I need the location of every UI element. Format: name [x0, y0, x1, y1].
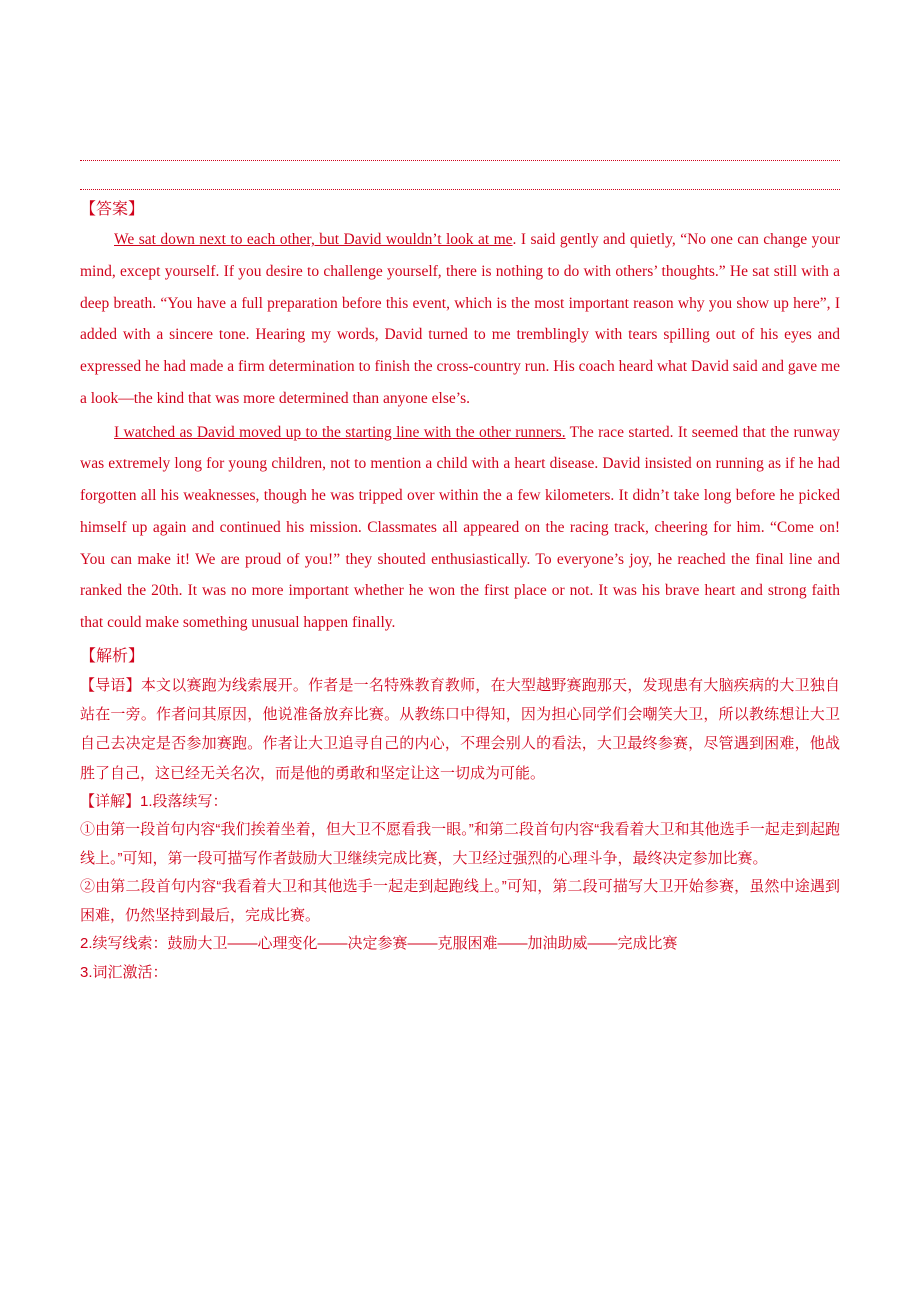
answer-paragraph-1-rest: . I said gently and quietly, “No one can change your mind, except yourself. If you desire to challenge yourself, there is nothing to do with others’ thoughts.” He sat still with a deep breath. “You have a full preparation before this event, which is the most important reason why you show up here”, I added with a sincere tone. Hearing my words, David turned to me tremblingly with tears spilling out of his eyes and expressed he had made a firm determination to finish the cross-country run. His coach heard what David said and gave me a look—the kind that was more determined than anyone else’s.	[80, 231, 841, 407]
answer-paragraph-2	[80, 417, 840, 639]
detail-item-1: ①由第一段首句内容“我们挨着坐着，但大卫不愿看我一眼。”和第二段首句内容“我看着大卫和其他选手一起走到起跑线上。”可知，第一段可描写作者鼓励大卫继续完成比赛，大卫经过强烈的心理斗争，最终决定参加比赛。	[80, 821, 840, 867]
detail-heading: 1.段落续写：	[140, 792, 228, 810]
top-spacer	[80, 0, 840, 130]
guide-text: 本文以赛跑为线索展开。作者是一名特殊教育教师，在大型越野赛跑那天，发现患有大脑疾病的大卫独自站在一旁。作者问其原因，他说准备放弃比赛。从教练口中得知，因为担心同学们会嘲笑大卫，所以教练想让大卫自己去决定是否参加赛跑。作者让大卫追寻自己的内心，不理会别人的看法，大卫最终参赛，尽管遇到困难，他战胜了自己，这已经无关名次，而是他的勇敢和坚定让这一切成为可能。	[80, 676, 840, 782]
answer-paragraph-2-lead: I watched as David moved up to the starting line with the other runners.	[114, 423, 566, 441]
guide-paragraph	[80, 671, 840, 788]
vocab-line: 3.词汇激活：	[80, 963, 168, 981]
answer-paragraph-1-lead: We sat down next to each other, but David wouldn’t look at me	[114, 231, 513, 248]
answer-label: 【答案】	[80, 201, 145, 218]
answer-paragraph-2-rest: The race started. It seemed that the runway was extremely long for young children, not to mention a child with a heart disease. David insisted on running as if he had forgotten all his weaknesses, though he was tripped over within the a few kilometers. It didn’t take long before he picked himself up again and continued his mission. Classmates all appeared on the racing track, cheering for him. “Come on! You can make it! We are proud of you!” they shouted enthusiastically. To everyone’s joy, he reached the final line and ranked the 20th. It was no more important whether he won the first place or not. It was his brave heart and strong faith that could make something unusual happen finally.	[80, 423, 840, 632]
blank-line-2	[80, 161, 840, 190]
analysis-label: 【解析】	[80, 647, 145, 665]
answer-paragraph-1	[80, 224, 840, 415]
detail-label: 【详解】	[80, 792, 141, 810]
blank-line-1	[80, 130, 840, 161]
detail-item-2: ②由第二段首句内容“我看着大卫和其他选手一起走到起跑线上。”可知，第二段可描写大卫开始参赛，虽然中途遇到困难，仍然坚持到最后，完成比赛。	[80, 878, 840, 924]
guide-label: 【导语】	[80, 676, 141, 694]
detail-heading-paragraph	[80, 788, 840, 817]
clue-line: 2.续写线索：鼓励大卫——心理变化——决定参赛——克服困难——加油助威——完成比赛	[80, 935, 678, 953]
blank-answer-lines	[80, 130, 840, 190]
